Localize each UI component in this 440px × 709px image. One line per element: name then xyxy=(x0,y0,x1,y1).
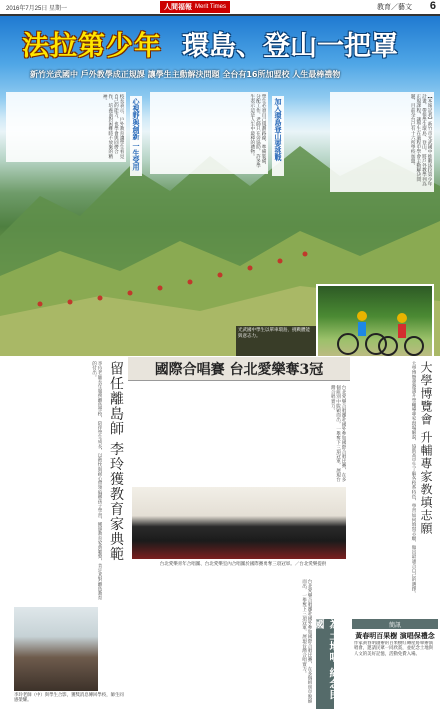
mid-body: 台北愛樂合唱團赴國外參加國際合唱比賽，在多個組別中脫穎而出，一舉奪下三項冠軍，展現台灣合唱實力。 xyxy=(330,385,346,482)
choir-photo xyxy=(132,487,346,559)
mid-headline: 國際合唱賽 台北愛樂奪3冠 xyxy=(128,357,350,381)
cycling-photo xyxy=(316,284,434,356)
logo-cn: 人間福報 xyxy=(164,2,192,11)
pillar-headline: 為土地唱 紀念民國 xyxy=(316,619,334,709)
hero-body-2: 學生必須自己規劃路線、準備裝備、分配工作，老師只在旁協助，許多學生表示這是人生中最棒的禮物。 xyxy=(150,92,268,174)
hero-headline-a: 法拉第少年 xyxy=(22,31,162,62)
hero-feature xyxy=(0,16,440,356)
hero-sidehead-1: 心視野與創新 一生受用 xyxy=(130,96,142,176)
mid-photo-caption: 台北愛樂青年合唱團、台北愛樂室內合唱團於國際賽勇奪三項冠軍。／台北愛樂提供 xyxy=(159,562,327,567)
hero-body-3: 校長表示，戶外教育讓學生看見自己的能力，也學會與同儕合作，培養面對困難時不放棄的精神。 xyxy=(6,92,126,162)
right-body: 大學博覽會邀請升學輔導專家現場解說，協助高中生了解各校系特色，學習如何填寫志願，做出最適合自己的選擇。 xyxy=(411,361,416,596)
cyclists-icon xyxy=(318,286,432,356)
mid-body-lower: 台北愛樂合唱團赴國外參加國際合唱比賽，在多個組別中脫穎而出，一舉奪下三項冠軍，展現台灣合唱實力。 xyxy=(301,579,312,704)
section-label: 教育／藝文 xyxy=(377,4,412,11)
page-number: 6 xyxy=(429,0,436,12)
logo-en: Merit Times xyxy=(195,4,227,10)
issue-date: 2016年7月25日 星期一 xyxy=(6,6,68,12)
hero-sidehead-2: 加入環島登山要挑戰 xyxy=(272,96,284,176)
left-body: 李玲老師長年服務離島學校，陪伴學生成長，以熱忱與耐心帶領偏鄉孩子學習，獲頒教育家典範獎，肯定其對離島教育的付出。 xyxy=(91,361,102,601)
masthead xyxy=(0,0,440,14)
hero-body-1: 【本報記者】新竹市光武國中推動法拉第少年計畫，帶領學生環島、登山，將戶外教學列為正規課程，讓學生在過程中學會主動解決問題，目前全台已有十六所學校加盟。 xyxy=(330,92,434,192)
left-photo-caption: 李玲老師（中）與學生合影，獲獎消息傳回學校，師生同感榮耀。 xyxy=(14,693,124,703)
hero-caption: 光武國中學生以單車環島，挑戰體能與意志力。 xyxy=(236,326,316,356)
left-photo xyxy=(14,607,98,691)
mid-article xyxy=(128,357,350,709)
notice-bar: 簡訊 xyxy=(352,619,438,629)
right-article xyxy=(352,357,438,709)
right-headline: 大學博覽會 升輔專家教填志願 xyxy=(419,361,433,535)
notice-title: 黃春明百果樹 演唱保禮念 xyxy=(355,631,435,640)
left-headline: 留任離島師 李玲獲教育家典範 xyxy=(108,361,124,562)
notice-body: 作家黃春明創辦的百果樹紅磚屋將舉辦演唱會，邀請民眾一同欣賞，並紀念土地與人文的美好記憶，活動免費入場。 xyxy=(354,641,434,657)
left-article xyxy=(2,357,126,709)
hero-subhead: 新竹光武國中 戶外教學成正規課 讓學生主動解決問題 全台有16所加盟校 人生最棒禮物 xyxy=(30,70,341,79)
bottom-section xyxy=(0,357,440,709)
newspaper-logo xyxy=(160,1,230,13)
hero-headline-b: 環島、登山一把罩 xyxy=(182,31,398,62)
